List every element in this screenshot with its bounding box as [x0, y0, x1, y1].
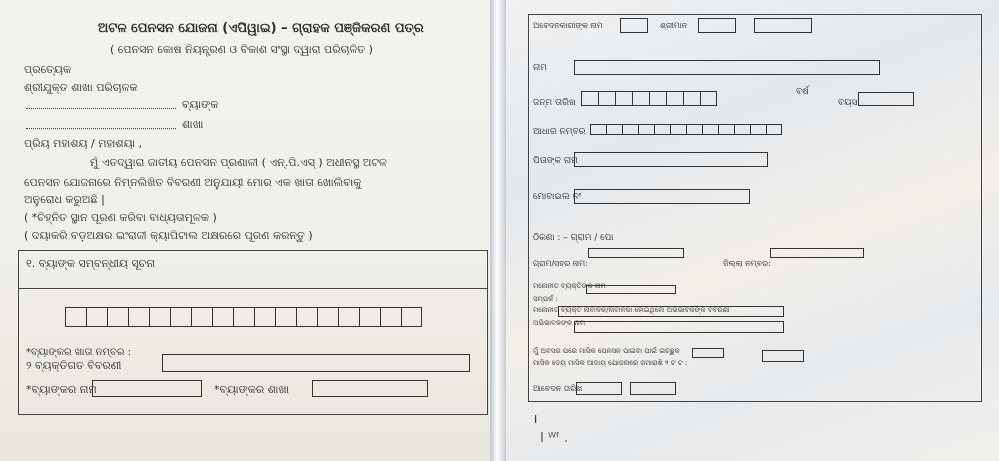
- mobile-input[interactable]: [574, 189, 750, 204]
- form-title: ଅଟଳ ପେନସନ ଯୋଜନା (ଏପିୱାଇ) – ଗ୍ରାହକ ପଞ୍ଜିକରଣ ପତ୍ର: [98, 21, 424, 36]
- age-input[interactable]: [858, 92, 914, 106]
- form-subtitle: ( ପେନସନ କୋଷ ନିୟନ୍ତ୍ରଣ ଓ ବିକାଶ ସଂସ୍ଥା ଦ୍ୱାରା ପରିଚାଳିତ ): [110, 43, 373, 56]
- nominee-label: ମନୋନୀତ ବ୍ୟକ୍ତିଙ୍କ ନାମ: [533, 282, 606, 290]
- form-left-page: [0, 0, 490, 461]
- page-gutter: [490, 0, 506, 461]
- district-label: ଜିଲ୍ଲା ନମ୍ବର:: [723, 259, 771, 268]
- minor-guardian-input[interactable]: [558, 306, 784, 317]
- account-digit-cell[interactable]: [128, 307, 149, 327]
- account-digit-cell[interactable]: [296, 307, 317, 327]
- year-label: ବର୍ଷ: [796, 87, 809, 97]
- applicant-prefix-box-2[interactable]: [698, 18, 736, 33]
- account-digit-cell[interactable]: [338, 307, 359, 327]
- branch-manager-label: ଶ୍ରୀଯୁକ୍ତ ଶାଖା ପରିଚାଳକ: [24, 81, 138, 94]
- branch-label: ଶାଖା: [182, 118, 204, 131]
- address-label: ଠିକଣା : – ଗ୍ରାମ / ପୋ: [533, 233, 614, 243]
- personal-details-label: ୨ ବ୍ୟକ୍ତିଗତ ବିବରଣୀ: [26, 359, 122, 372]
- bank-label: ବ୍ୟାଙ୍କ: [182, 98, 219, 111]
- pension-choice-box[interactable]: [692, 348, 724, 358]
- dob-digit-cell[interactable]: [683, 91, 700, 106]
- account-digit-cell[interactable]: [191, 307, 212, 327]
- relation-label: ସମ୍ପର୍କ :: [533, 295, 558, 303]
- account-digit-cell[interactable]: [65, 307, 86, 327]
- aadhaar-digit-cell[interactable]: [718, 124, 734, 135]
- aadhaar-label: ଆଧାର ନମ୍ବର: [533, 127, 586, 137]
- bank-name-label: *ବ୍ୟାଙ୍କର ନାମ: [26, 383, 97, 396]
- account-digit-cell[interactable]: [212, 307, 233, 327]
- contribution-box[interactable]: [762, 350, 804, 362]
- minor-guardian-label: ମନୋନୀତ ବ୍ୟକ୍ତି ନାବାଳକ/ନାବାଳିକା ହୋଇଥିଲେ ଅଭିଭାବକଙ୍କ ବିବରଣୀ: [533, 306, 730, 314]
- account-digit-cell[interactable]: [401, 307, 422, 327]
- applicant-label: ଅବେଦନକାରୀଙ୍କ ନାମ: [533, 21, 603, 30]
- date-box-2[interactable]: [630, 382, 676, 395]
- mobile-label: ମୋବାଇଲ ନଂ: [533, 192, 582, 202]
- dob-digit-cell[interactable]: [598, 91, 615, 106]
- aadhaar-digit-cell[interactable]: [750, 124, 766, 135]
- title-label: ଶ୍ରୀମାନ: [660, 21, 688, 30]
- dob-label: ଜନ୍ମ ତାରିଖ: [533, 98, 576, 108]
- request-body-line-1: ମୁଁ ଏତଦ୍ୱାରା ଜାତୀୟ ପେନସନ ପ୍ରଣାଳୀ ( ଏନ୍.ପି.ଏସ୍ ) ଅଧୀନସ୍ଥ ଅଟଳ: [90, 156, 387, 169]
- account-digit-cell[interactable]: [359, 307, 380, 327]
- account-digit-cell[interactable]: [107, 307, 128, 327]
- capital-letters-note: ( ଦୟାକରି ବଡ଼ଅକ୍ଷର ଇଂରାଜୀ କ୍ୟାପିଟାଲ ଅକ୍ଷରରେ ପୂରଣ କରନ୍ତୁ ): [24, 229, 313, 242]
- dob-digit-cell[interactable]: [581, 91, 598, 106]
- account-digit-cell[interactable]: [380, 307, 401, 327]
- aadhaar-digit-cell[interactable]: [654, 124, 670, 135]
- account-digit-cell[interactable]: [254, 307, 275, 327]
- aadhaar-digit-cell[interactable]: [766, 124, 782, 135]
- aadhaar-digit-cell[interactable]: [638, 124, 654, 135]
- applicant-prefix-box-3[interactable]: [754, 18, 812, 33]
- dob-digit-cell[interactable]: [666, 91, 683, 106]
- district-input[interactable]: [770, 248, 864, 258]
- applicant-signature: I ᵂᶠ .: [540, 431, 569, 446]
- name-input[interactable]: [574, 60, 880, 75]
- father-name-input[interactable]: [574, 152, 768, 167]
- applicant-prefix-box-1[interactable]: [620, 18, 648, 33]
- dob-digit-cell[interactable]: [632, 91, 649, 106]
- aadhaar-digit-cell[interactable]: [686, 124, 702, 135]
- contribution-label: ମାସିକ ଦେୟ ମାସିକ ଆଦାୟ ଯୋଜନାରେ ଜମାରାଶି ୨ ଟ ଟ :: [533, 359, 688, 367]
- bank-branch-input[interactable]: [312, 380, 428, 397]
- aadhaar-digit-cell[interactable]: [622, 124, 638, 135]
- aadhaar-digit-cell[interactable]: [590, 124, 606, 135]
- name-label: ନାମ: [533, 63, 547, 73]
- mandatory-note: ( *ଚିହ୍ନିତ ସ୍ଥାନ ପୂରଣ କରିବା ବାଧ୍ୟତାମୂଳକ ): [24, 211, 217, 224]
- application-date-label: ଆବେଦନ ତାରିଖ: [533, 384, 583, 393]
- bank-blank-line[interactable]: [26, 108, 176, 109]
- aadhaar-digit-cell[interactable]: [702, 124, 718, 135]
- form-right-page: [506, 0, 999, 461]
- village-input[interactable]: [588, 248, 684, 258]
- father-name-label: ପିତାଙ୍କ ନାମ: [533, 156, 578, 166]
- branch-blank-line[interactable]: [26, 128, 176, 129]
- dob-digit-cell[interactable]: [700, 91, 717, 106]
- signature-mark: I: [534, 413, 538, 426]
- bank-name-input[interactable]: [92, 380, 202, 397]
- guardian-name-input[interactable]: [574, 321, 784, 333]
- dob-digit-cell[interactable]: [615, 91, 632, 106]
- account-number-cells[interactable]: [65, 307, 422, 327]
- account-number-label: *ବ୍ୟାଙ୍କର ଖାତା ନମ୍ବର :: [26, 347, 131, 358]
- aadhaar-digit-cell[interactable]: [670, 124, 686, 135]
- request-body-line-2: ପେନସନ ଯୋଜନାରେ ନିମ୍ନଲିଖିତ ବିବରଣୀ ଅନୁଯାୟୀ ମୋର ଏକ ଖାତା ଖୋଲିବାକୁ: [24, 176, 362, 189]
- account-digit-cell[interactable]: [86, 307, 107, 327]
- aadhaar-cells[interactable]: [590, 124, 782, 135]
- aadhaar-digit-cell[interactable]: [606, 124, 622, 135]
- account-digit-cell[interactable]: [170, 307, 191, 327]
- salutation: ପ୍ରିୟ ମହାଶୟ / ମହାଶୟା ,: [24, 137, 143, 150]
- date-box-1[interactable]: [576, 382, 622, 395]
- bank-branch-label: *ବ୍ୟାଙ୍କର ଶାଖା: [214, 383, 290, 396]
- section-divider: [18, 288, 488, 289]
- village-label: ଗ୍ରାମ/ସହର ନାମ:: [533, 259, 588, 268]
- pension-choice-label: ମୁଁ ଅବସର ପରେ ମାସିକ ପେନସନ ପାଇବା ପାଇଁ ଇଚ୍ଛୁକ: [533, 347, 680, 355]
- section-1-title: ୧. ବ୍ୟାଙ୍କ ସମ୍ବନ୍ଧୀୟ ସୂଚନା: [26, 257, 156, 270]
- account-digit-cell[interactable]: [317, 307, 338, 327]
- age-label: ବୟସ: [838, 98, 858, 108]
- guardian-name-label: ଅଭିଭାବକଙ୍କ ନାମ: [533, 319, 586, 327]
- addressee-label: ପ୍ରତ୍ୟେକ: [24, 63, 72, 76]
- aadhaar-digit-cell[interactable]: [734, 124, 750, 135]
- dob-digit-cell[interactable]: [649, 91, 666, 106]
- account-digit-cell[interactable]: [149, 307, 170, 327]
- account-digit-cell[interactable]: [233, 307, 254, 327]
- account-digit-cell[interactable]: [275, 307, 296, 327]
- dob-cells[interactable]: [581, 91, 717, 106]
- account-number-input[interactable]: [162, 354, 470, 372]
- nominee-input[interactable]: [586, 285, 676, 294]
- request-body-line-3: ଅନୁରୋଧ କରୁଅଛି |: [24, 193, 105, 206]
